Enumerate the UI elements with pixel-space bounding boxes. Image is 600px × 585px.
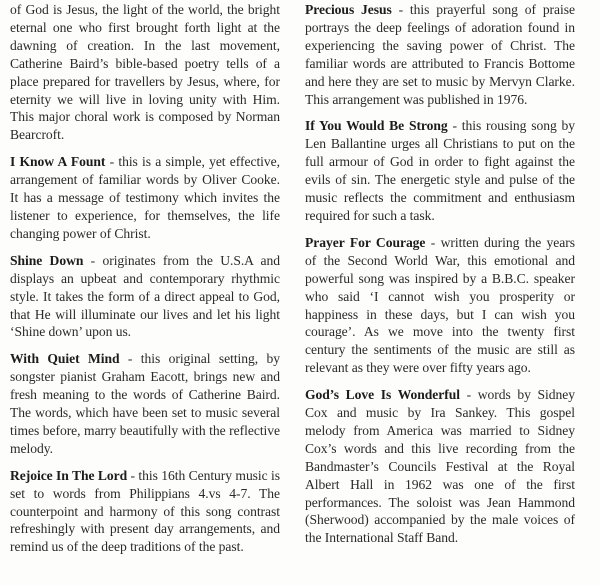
paragraph-prayer-for-courage xyxy=(305,234,575,377)
paragraph-if-you-would-be-strong xyxy=(305,117,575,224)
paragraph-text: of God is Jesus, the light of the world, the bright eternal one who first brought forth light at the dawning of creation. In the last movement, Catherine Baird’s bible-based poetry tells of a place prepared for travellers by Jesus, where, for eternity we will live in loving unity with Him. This major choral work is composed by Norman Bearcroft. xyxy=(10,2,280,143)
paragraph-title: Rejoice In The Lord xyxy=(10,467,128,483)
paragraph-text: - originates from the U.S.A and displays an upbeat and contemporary rhythmic style. It takes the form of a direct appeal to God, that He will illuminate our lives and let his light ‘Shine down’ upon us. xyxy=(10,252,280,340)
paragraph-text: - this is a simple, yet effective, arrangement of familiar words by Oliver Cooke. It has a message of testimony which invites the listener to experience, for themselves, the life changing power of Christ. xyxy=(10,154,280,241)
left-column xyxy=(10,0,280,565)
paragraph-text: - this prayerful song of praise portrays the deep feelings of adoration found in experiencing the saving power of Christ. The familiar words are attributed to Francis Bottome and here they are set to music by Mervyn Clarke. This arrangement was published in 1976. xyxy=(305,2,575,107)
paragraph-title: God’s Love Is Wonderful xyxy=(305,387,460,403)
paragraph-title: Shine Down xyxy=(10,252,84,268)
paragraph-text: - words by Sidney Cox and music by Ira Sankey. This gospel melody from America was married to Sidney Cox’s words and this live recording from the Bandmaster’s Councils Festival at the Royal Albert Hall in 1962 was one of the first performances. The soloist was Jean Hammond (Sherwood) accompanied by the male voices of the International Staff Band. xyxy=(305,387,575,546)
paragraph-text: - this original setting, by songster pianist Graham Eacott, brings new and fresh meaning to the words of Catherine Baird. The words, which have been set to music several times before, marry beautifully with the reflective melody. xyxy=(10,351,280,456)
paragraph-title: Precious Jesus xyxy=(305,2,392,17)
right-column xyxy=(305,0,575,556)
paragraph-with-quiet-mind xyxy=(10,350,280,457)
paragraph-choral-work-continued xyxy=(10,1,280,144)
paragraph-title: With Quiet Mind xyxy=(10,351,120,367)
paragraph-rejoice-in-the-lord xyxy=(10,467,280,557)
paragraph-precious-jesus xyxy=(305,1,575,108)
paragraph-text: - written during the years of the Second World War, this emotional and powerful song was inspired by a B.B.C. speaker who said ‘I cannot wish you prosperity or happiness in these days, but I can wish you courage’. As we move into the twenty first century the sentiments of the music are still as relevant as they were over fifty years ago. xyxy=(305,234,575,376)
paragraph-shine-down xyxy=(10,252,280,342)
paragraph-gods-love-is-wonderful xyxy=(305,386,575,547)
paragraph-title: I Know A Fount xyxy=(10,154,106,170)
paragraph-title: Prayer For Courage xyxy=(305,234,426,250)
paragraph-text: - this rousing song by Len Ballantine urges all Christians to put on the full armour of God in order to fight against the evils of sin. The energetic style and pulse of the music reflects the commitment and enthusiasm required for such a task. xyxy=(305,118,575,223)
paragraph-i-know-a-fount xyxy=(10,153,280,243)
paragraph-title: If You Would Be Strong xyxy=(305,118,448,134)
paragraph-text: - this 16th Century music is set to words from Philippians 4.vs 4-7. The counterpoint and harmony of this song contrast refreshingly with present day arrangements, and remind us of the deep traditions of the past. xyxy=(10,467,280,555)
